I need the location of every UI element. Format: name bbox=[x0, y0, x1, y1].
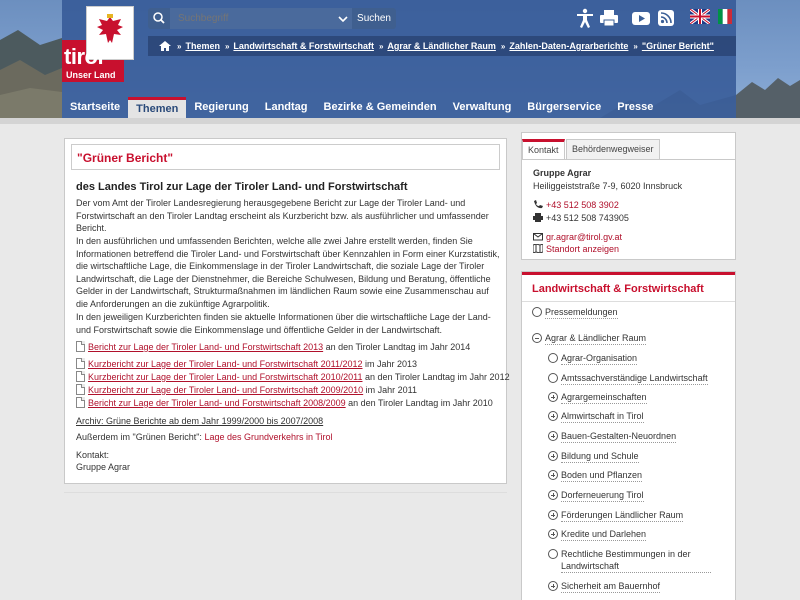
phone-icon bbox=[533, 200, 543, 209]
nav-buergerservice[interactable]: Bürgerservice bbox=[527, 101, 602, 113]
report-link-text[interactable]: Bericht zur Lage der Tiroler Land- und Forstwirtschaft 2013 bbox=[88, 342, 324, 352]
archive-link[interactable]: Archiv: Grüne Berichte ab dem Jahr 1999/2000 bis 2007/2008 bbox=[76, 416, 324, 426]
report-link-text[interactable]: Kurzbericht zur Lage der Tiroler Land- und Forstwirtschaft 2009/2010 bbox=[88, 385, 364, 395]
tab-behoerdenwegweiser[interactable]: Behördenwegweiser bbox=[566, 139, 660, 159]
grundverkehr-link[interactable]: Lage des Grundverkehrs in Tirol bbox=[204, 432, 333, 442]
expand-icon bbox=[548, 490, 558, 500]
circle-icon bbox=[532, 307, 542, 317]
flag-italy-icon[interactable] bbox=[718, 9, 732, 24]
nav-verwaltung[interactable]: Verwaltung bbox=[452, 101, 512, 113]
search-button[interactable]: Suchen bbox=[352, 8, 396, 29]
main-content bbox=[64, 138, 510, 484]
home-icon[interactable] bbox=[158, 40, 172, 52]
details-paragraph: In den ausführlichen und umfassenden Berichten, welche alle zwei Jahre erstellt werden, finden Sie Informationen betreffend die Tiroler Land- und Forstwirtschaft über Kennzahlen in Form einer Kurzstatistik, die wirtschaftliche Lage, die Einkommenslage in der Tiroler Landwirtschaft, die soziale Lage der Tiroler Landwirtschaft, die Lage der Dienstnehmer, die Bereiche Schulwesen, Bildung und Beratung, öffentliche Gelder in der Landwirtschaft, Strukturmaßnahmen im ländlichen Raum sowie eine Zusammenschau auf die Anforderungen an die zukünftige Agrarpolitik. bbox=[76, 236, 500, 309]
youtube-icon[interactable] bbox=[630, 7, 652, 29]
contact-fax: +43 512 508 743905 bbox=[546, 213, 629, 223]
rss-icon[interactable] bbox=[655, 7, 677, 29]
nav-themen[interactable]: Themen bbox=[128, 97, 186, 118]
report-suffix: an den Tiroler Landtag im Jahr 2014 bbox=[323, 342, 471, 352]
report-suffix: an den Tiroler Landtag im Jahr 2010 bbox=[345, 398, 493, 408]
breadcrumb-agrar[interactable]: Agrar & Ländlicher Raum bbox=[387, 41, 496, 51]
expand-icon bbox=[548, 451, 558, 461]
tirol-logo[interactable] bbox=[62, 0, 126, 82]
nav-landtag[interactable]: Landtag bbox=[264, 101, 308, 113]
pdf-icon bbox=[76, 397, 85, 408]
circle-icon bbox=[548, 353, 558, 363]
contact-map-line bbox=[533, 244, 619, 254]
main-navigation bbox=[62, 97, 661, 118]
nav-underline bbox=[0, 118, 800, 124]
contact-name[interactable]: Gruppe Agrar bbox=[533, 168, 592, 178]
nav-regierung[interactable]: Regierung bbox=[194, 101, 249, 113]
fax-icon bbox=[533, 213, 543, 222]
nav-presse[interactable]: Presse bbox=[617, 101, 654, 113]
contact-email[interactable]: gr.agrar@tirol.gv.at bbox=[546, 232, 622, 242]
collapse-icon bbox=[532, 333, 542, 343]
expand-icon bbox=[548, 470, 558, 480]
report-link-text[interactable]: Kurzbericht zur Lage der Tiroler Land- und Forstwirtschaft 2011/2012 bbox=[88, 359, 363, 369]
breadcrumb-current[interactable]: "Grüner Bericht" bbox=[641, 41, 714, 51]
title-box bbox=[71, 144, 500, 170]
contact-panel bbox=[521, 132, 736, 260]
report-link-2013[interactable] bbox=[76, 341, 470, 353]
breadcrumb-themen[interactable]: Themen bbox=[185, 41, 220, 51]
page-title: "Grüner Bericht" bbox=[77, 151, 174, 165]
search-bar bbox=[148, 8, 396, 29]
report-link-text[interactable]: Kurzbericht zur Lage der Tiroler Land- und Forstwirtschaft 2010/2011 bbox=[88, 372, 363, 382]
sidebar-title: Landwirtschaft & Forstwirtschaft bbox=[532, 283, 704, 295]
circle-icon bbox=[548, 373, 558, 383]
flag-uk-icon[interactable] bbox=[690, 9, 710, 24]
expand-icon bbox=[548, 411, 558, 421]
report-link-2008-2009[interactable] bbox=[76, 397, 493, 409]
contact-details bbox=[522, 159, 735, 254]
sidebar-title-box bbox=[522, 272, 735, 302]
expand-icon bbox=[548, 392, 558, 402]
pdf-icon bbox=[76, 341, 85, 352]
expand-icon bbox=[548, 431, 558, 441]
expand-icon bbox=[548, 510, 558, 520]
pdf-icon bbox=[76, 371, 85, 382]
report-link-2009-2010[interactable] bbox=[76, 384, 417, 396]
search-icon[interactable] bbox=[148, 8, 170, 29]
breadcrumb-landwirtschaft[interactable]: Landwirtschaft & Forstwirtschaft bbox=[233, 41, 374, 51]
expand-icon bbox=[548, 581, 558, 591]
sidebar-navigation: Landwirtschaft & Forstwirtschaft Pressemeldungen Agrar & Ländlicher Raum Agrar-Organisation Amtssachverständige Landwirtschaft Agrargemeinschaften Almwirtschaft in Tirol Bauen-Gestalten-Neuordnen Bildung und Schule Boden und Pflanzen Dorferneuerung Tirol Förderungen Ländlicher Raum Kredite und Darlehen Rechtliche Bestimmungen in der Landwirtschaft Sicherheit am Bauernhof bbox=[521, 271, 736, 600]
separator-icon: » bbox=[633, 41, 638, 51]
contact-email-line bbox=[533, 232, 622, 242]
separator-icon: » bbox=[224, 41, 230, 51]
email-icon bbox=[533, 232, 543, 241]
logo-subtext: Unser Land bbox=[66, 70, 116, 80]
breadcrumb bbox=[148, 36, 736, 56]
accessibility-icon[interactable] bbox=[574, 7, 596, 29]
report-suffix: an den Tiroler Landtag im Jahr 2012 bbox=[362, 372, 510, 382]
map-icon bbox=[533, 244, 543, 253]
separator-icon: » bbox=[500, 41, 506, 51]
contact-phone-line bbox=[533, 200, 619, 210]
separator-icon: » bbox=[177, 41, 182, 51]
separator-icon: » bbox=[378, 41, 384, 51]
nav-bezirke-gemeinden[interactable]: Bezirke & Gemeinden bbox=[323, 101, 437, 113]
show-location-link[interactable]: Standort anzeigen bbox=[546, 244, 620, 254]
divider bbox=[64, 492, 507, 493]
search-input[interactable] bbox=[170, 8, 334, 29]
contact-phone[interactable]: +43 512 508 3902 bbox=[546, 200, 619, 210]
report-link-text[interactable]: Bericht zur Lage der Tiroler Land- und Forstwirtschaft 2008/2009 bbox=[88, 398, 346, 408]
tab-kontakt[interactable]: Kontakt bbox=[522, 139, 565, 159]
contact-address: Heiliggeiststraße 7-9, 6020 Innsbruck bbox=[533, 181, 683, 191]
also-line bbox=[76, 432, 333, 442]
intro-paragraph: Der vom Amt der Tiroler Landesregierung herausgegebene Bericht zur Lage der Tiroler Land- und Forstwirtschaft an den Tiroler Landtag erscheint als Kurzbericht bzw. als ausführlicher und umfassender Bericht. bbox=[76, 198, 489, 234]
page-subtitle: des Landes Tirol zur Lage der Tiroler Land- und Forstwirtschaft bbox=[76, 181, 408, 193]
pdf-icon bbox=[76, 384, 85, 395]
summary-paragraph: In den jeweiligen Kurzberichten finden sie aktuelle Informationen über die wirtschaftliche Lage der Land- und Forstwirtschaft sowie die Einkommenslage und öffentliche Gelder in der Landwirtschaft. bbox=[76, 312, 491, 335]
nav-startseite[interactable]: Startseite bbox=[70, 101, 121, 113]
contact-fax-line bbox=[533, 213, 629, 223]
report-link-2011-2012[interactable] bbox=[76, 358, 417, 370]
print-icon[interactable] bbox=[598, 7, 620, 29]
breadcrumb-zahlen[interactable]: Zahlen-Daten-Agrarberichte bbox=[509, 41, 629, 51]
report-suffix: im Jahr 2013 bbox=[362, 359, 418, 369]
logo-text: tirol bbox=[64, 44, 104, 69]
also-prefix: Außerdem im "Grünen Bericht": bbox=[76, 432, 205, 442]
report-suffix: im Jahr 2011 bbox=[363, 385, 418, 395]
expand-icon bbox=[548, 529, 558, 539]
circle-icon bbox=[548, 549, 558, 559]
contact-label: Kontakt: bbox=[76, 450, 110, 460]
chevron-down-icon[interactable] bbox=[334, 8, 352, 29]
pdf-icon bbox=[76, 358, 85, 369]
contact-link[interactable]: Gruppe Agrar bbox=[76, 462, 131, 472]
report-link-2010-2011[interactable] bbox=[76, 371, 510, 383]
